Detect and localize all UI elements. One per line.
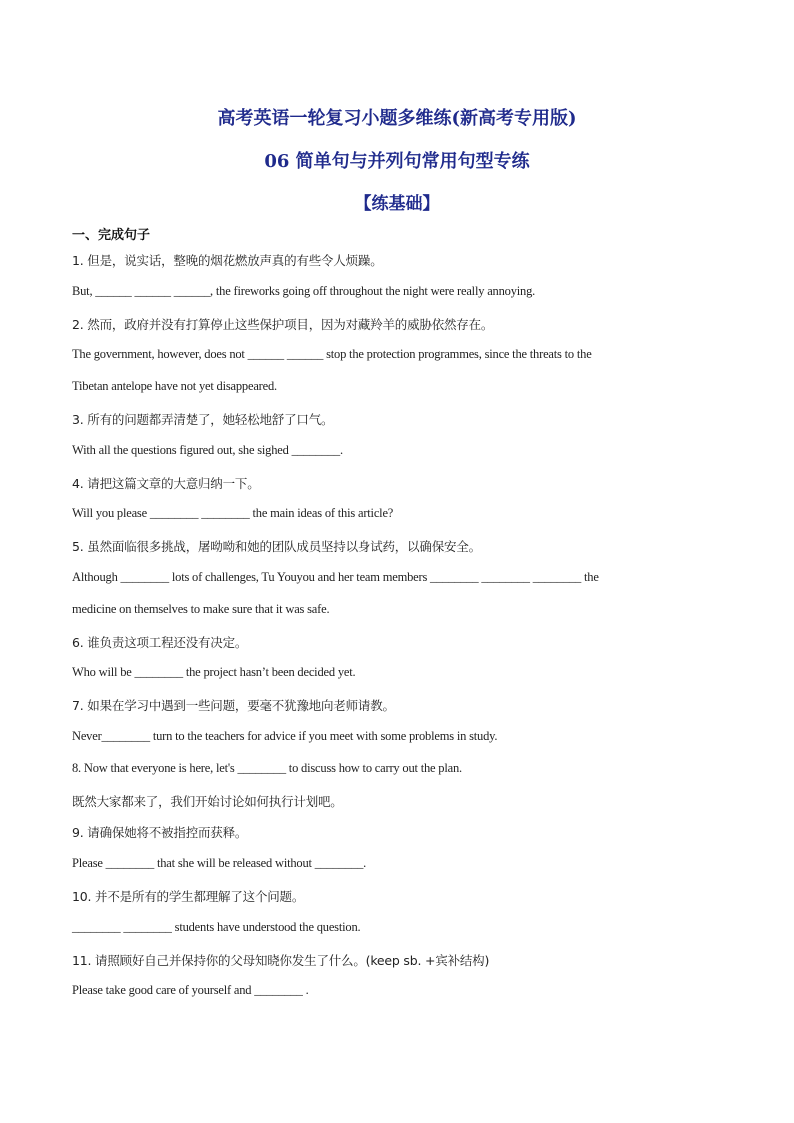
answer-line: ________ ________ students have understood the question. — [72, 920, 361, 934]
question-line: 2. 然而，政府并没有打算停止这些保护项目，因为对藏羚羊的威胁依然存在。 — [72, 317, 494, 332]
question-line: 11. 请照顾好自己并保持你的父母知晓你发生了什么。(keep sb. +宾补结构) — [72, 953, 490, 968]
document-title: 高考英语一轮复习小题多维练(新高考专用版) — [217, 108, 577, 129]
question-line: 1. 但是，说实话，整晚的烟花燃放声真的有些令人烦躁。 — [72, 253, 383, 268]
answer-line: medicine on themselves to make sure that it was safe. — [72, 602, 330, 616]
question-line: 6. 谁负责这项工程还没有决定。 — [72, 635, 248, 650]
answer-line: Will you please ________ ________ the main ideas of this article? — [72, 506, 394, 520]
question-line: 9. 请确保她将不被指控而获释。 — [72, 825, 248, 840]
answer-line: Please ________ that she will be released without ________. — [72, 856, 367, 870]
question-line: 4. 请把这篇文章的大意归纳一下。 — [72, 476, 260, 491]
answer-line: Who will be ________ the project hasn’t been decided yet. — [72, 665, 356, 679]
question-line: 3. 所有的问题都弄清楚了，她轻松地舒了口气。 — [72, 412, 334, 427]
question-line: 5. 虽然面临很多挑战，屠呦呦和她的团队成员坚持以身试药，以确保安全。 — [72, 539, 481, 554]
answer-line: The government, however, does not ______ ______ stop the protection programmes, since the threats to the — [72, 347, 592, 361]
answer-line: 既然大家都来了，我们开始讨论如何执行计划吧。 — [72, 794, 343, 809]
section-tag: 【练基础】 — [354, 194, 440, 214]
answer-line: Although ________ lots of challenges, Tu Youyou and her team members ________ ________ ________ the — [72, 570, 599, 584]
answer-line: With all the questions figured out, she sighed ________. — [72, 443, 343, 457]
question-line: 8. Now that everyone is here, let's ________ to discuss how to carry out the plan. — [72, 761, 462, 775]
document-subtitle: 06 简单句与并列句常用句型专练 — [264, 151, 530, 172]
question-line: 7. 如果在学习中遇到一些问题，要毫不犹豫地向老师请教。 — [72, 698, 395, 713]
answer-line: Never________ turn to the teachers for advice if you meet with some problems in study. — [72, 729, 498, 743]
answer-line: Tibetan antelope have not yet disappeared. — [72, 379, 277, 393]
answer-line: Please take good care of yourself and ________ . — [72, 983, 309, 997]
answer-line: But, ______ ______ ______, the fireworks going off throughout the night were really annoying. — [72, 284, 536, 298]
section-heading: 一、完成句子 — [72, 228, 151, 243]
question-line: 10. 并不是所有的学生都理解了这个问题。 — [72, 889, 305, 904]
